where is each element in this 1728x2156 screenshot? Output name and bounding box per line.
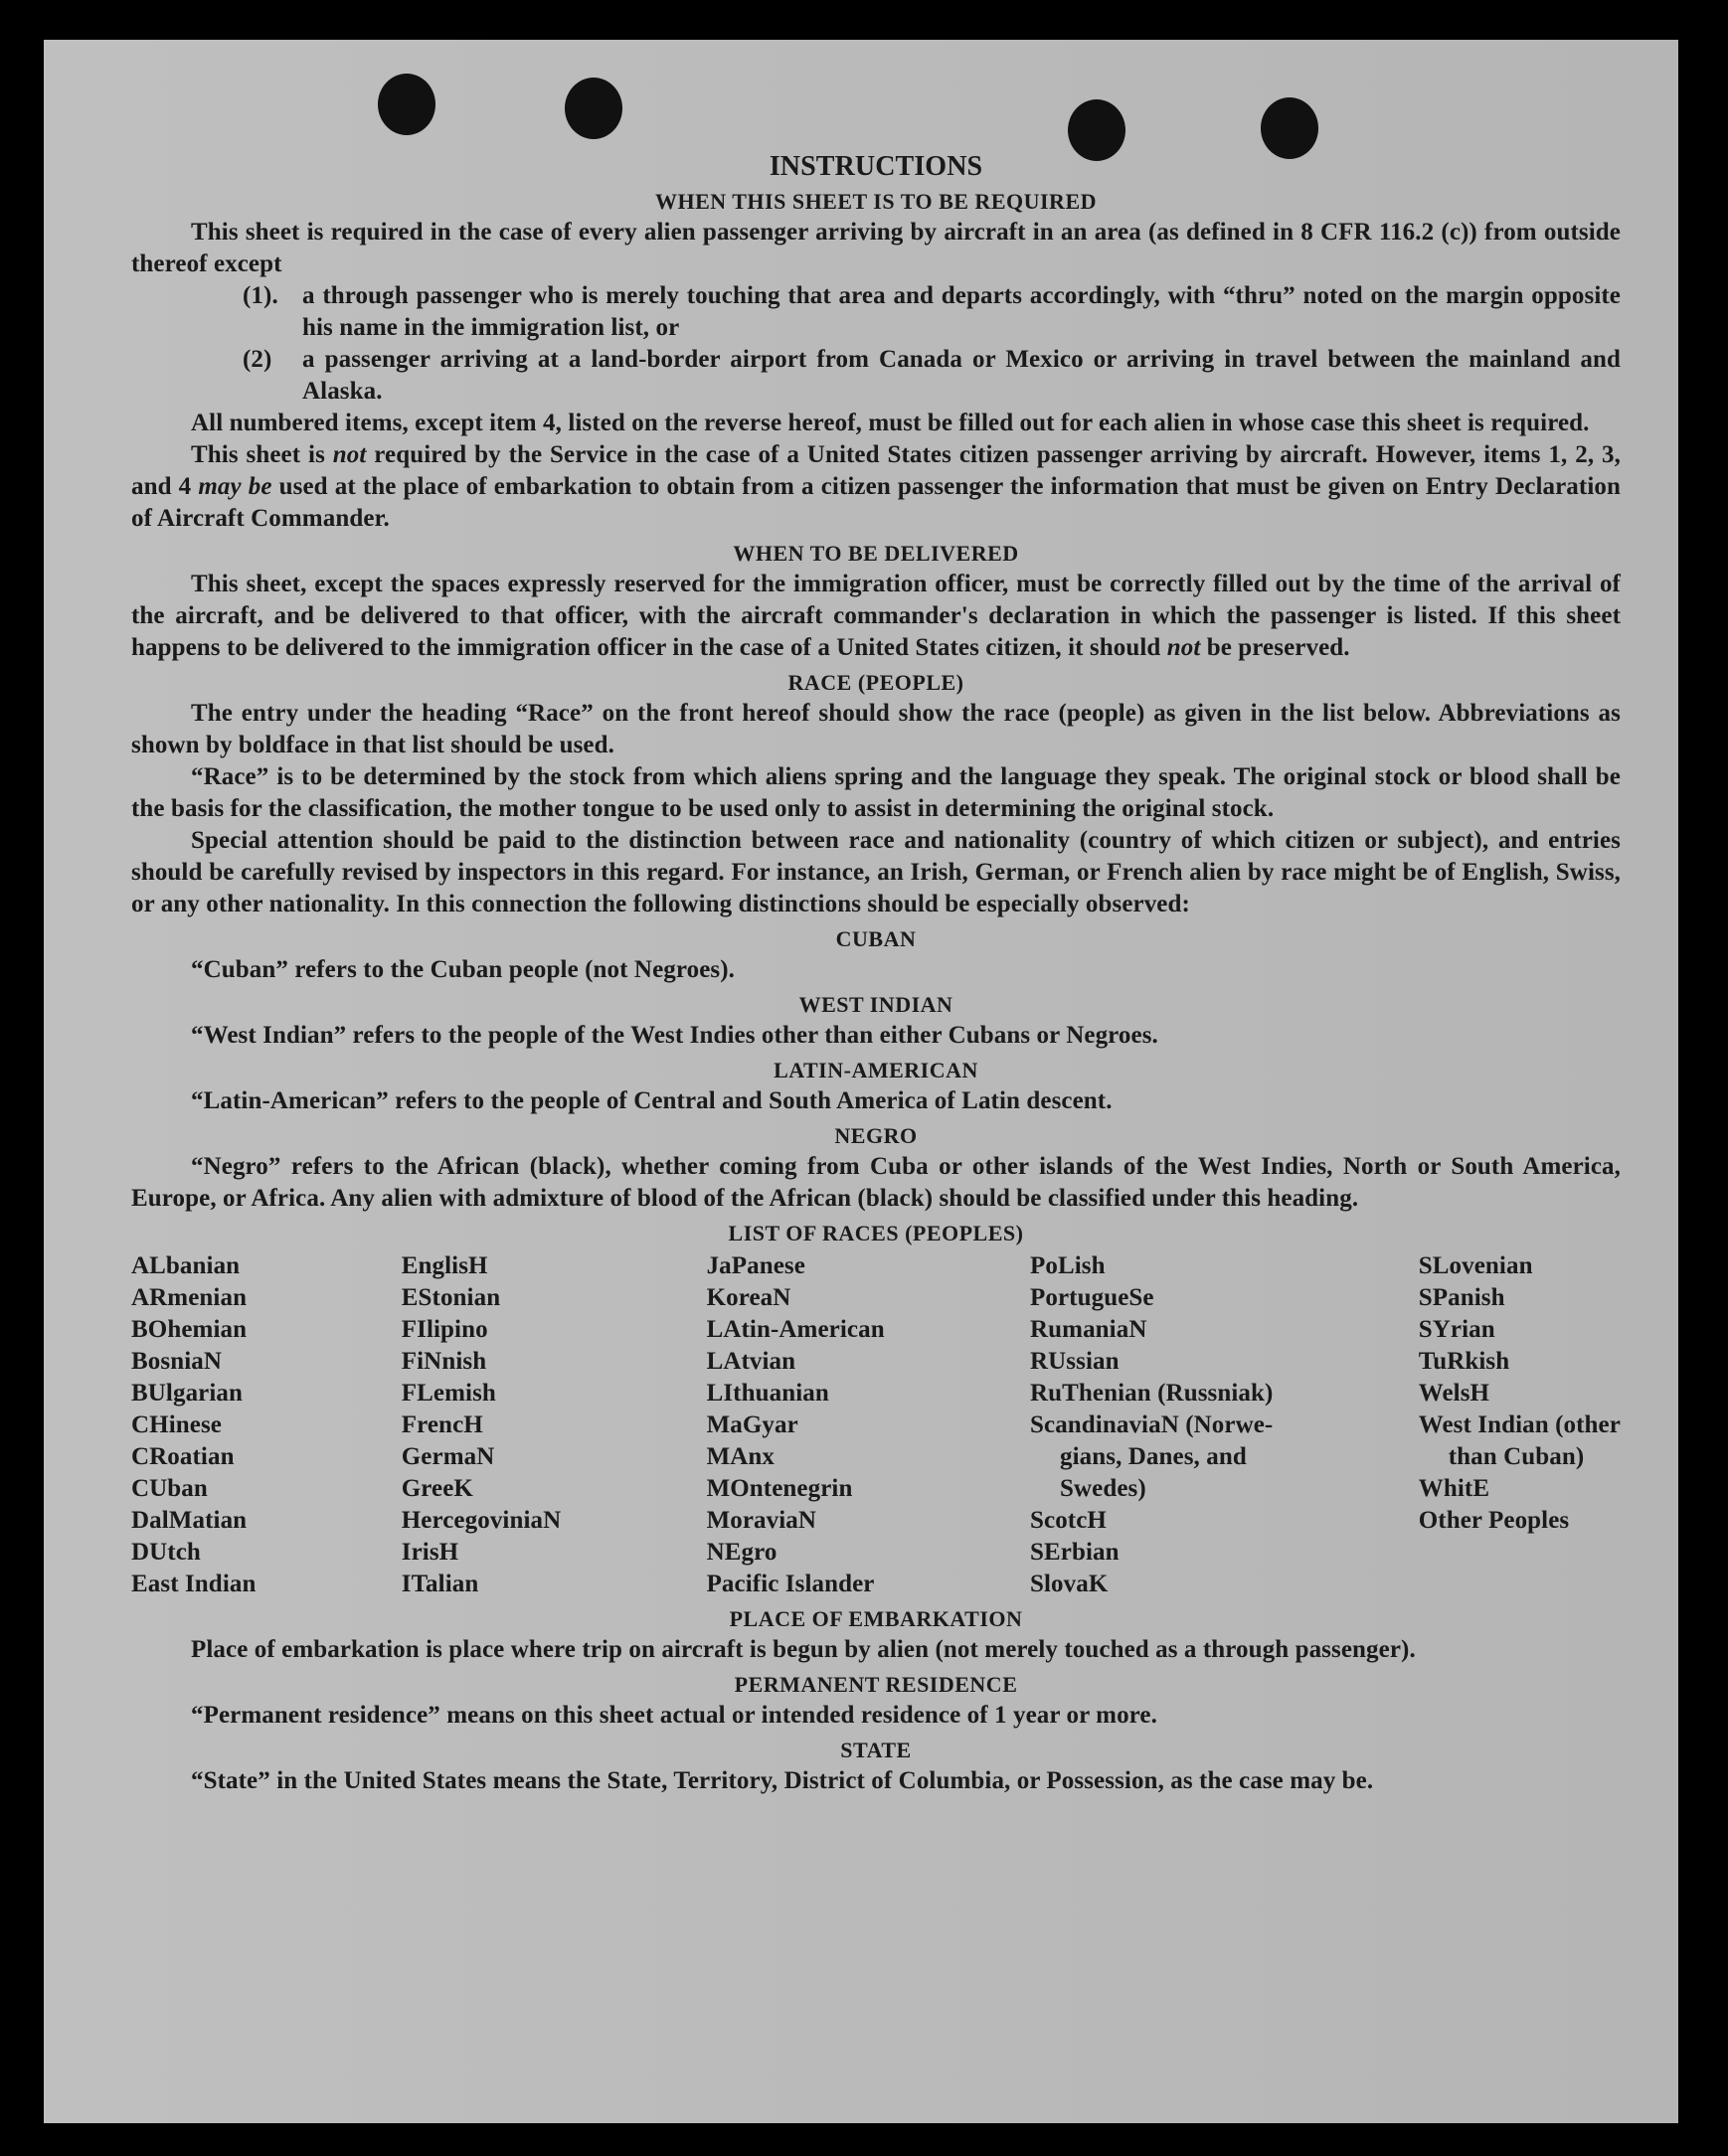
- item-number: (1).: [243, 282, 278, 309]
- race-entry: ALbanian: [131, 1252, 241, 1279]
- section-heading: WHEN THIS SHEET IS TO BE REQUIRED: [654, 189, 1098, 214]
- race-column: [402, 1250, 562, 1600]
- race-entry: WelsH: [1418, 1380, 1490, 1407]
- section-heading: RACE (PEOPLE): [787, 670, 964, 695]
- race-entry: MOntenegrin: [706, 1475, 853, 1502]
- race-entry: RUssian: [1030, 1348, 1120, 1375]
- paragraph: “Permanent residence” means on this sheet actual or intended residence of 1 year or more.: [191, 1702, 1157, 1729]
- race-entry: SLovenian: [1418, 1252, 1533, 1279]
- instructions-body: [131, 151, 1621, 1797]
- section-heading: NEGRO: [834, 1123, 918, 1148]
- race-entry: DalMatian: [131, 1507, 248, 1534]
- document-sheet: [44, 40, 1678, 2123]
- race-entry: EStonian: [401, 1284, 501, 1311]
- race-entry: RumaniaN: [1030, 1316, 1147, 1343]
- race-entry: than Cuban): [1448, 1443, 1585, 1470]
- race-entry: CUban: [131, 1475, 208, 1502]
- race-entry: RuThenian (Russniak): [1030, 1380, 1274, 1407]
- section-heading: WEST INDIAN: [798, 992, 953, 1017]
- item-text: a passenger arriving at a land-border airport from Canada or Mexico or arriving in travel between the mainland and Alaska.: [302, 346, 1621, 405]
- race-entry: FiNnish: [401, 1348, 487, 1375]
- race-entry: gians, Danes, and: [1060, 1443, 1247, 1470]
- paragraph: “Race” is to be determined by the stock from which aliens spring and the language they speak. The original stock or blood shall be the basis for the classification, the mother tongue to be used only to assist in determining the original stock.: [131, 763, 1621, 822]
- race-entry: BOhemian: [131, 1316, 248, 1343]
- section-heading: CUBAN: [835, 926, 917, 951]
- race-entry: LIthuanian: [706, 1380, 829, 1407]
- punch-hole: [1261, 97, 1318, 159]
- paragraph: All numbered items, except item 4, listed on the reverse hereof, must be filled out for each alien in whose case this sheet is required.: [191, 410, 1590, 436]
- race-entry: SlovaK: [1030, 1571, 1109, 1597]
- paragraph: This sheet, except the spaces expressly reserved for the immigration officer, must be correctly filled out by the time of the arrival of the aircraft, and be delivered to that officer, with the aircraft commander's declaration in which the passenger is listed. If this sheet happens to be delivered to the immigration officer in the case of a United States citizen, it should not be preserved.: [131, 571, 1621, 661]
- race-entry: ARmenian: [131, 1284, 248, 1311]
- section-heading: LIST OF RACES (PEOPLES): [728, 1221, 1024, 1245]
- race-entry: LAtin-American: [706, 1316, 885, 1343]
- section-heading: STATE: [840, 1738, 912, 1762]
- race-column: [707, 1250, 885, 1600]
- race-entry: FrencH: [401, 1411, 483, 1438]
- race-column: [1419, 1250, 1621, 1600]
- punch-hole: [565, 78, 622, 139]
- race-entry: IrisH: [401, 1539, 459, 1566]
- race-entry: WhitE: [1418, 1475, 1490, 1502]
- race-entry: CHinese: [131, 1411, 222, 1438]
- race-entry: SPanish: [1418, 1284, 1505, 1311]
- race-entry: MaGyar: [706, 1411, 798, 1438]
- race-entry: East Indian: [131, 1571, 257, 1597]
- paragraph: This sheet is not required by the Service in the case of a United States citizen passenger arriving by aircraft. However, items 1, 2, 3, and 4 may be used at the place of embarkation to obtain from a citizen passenger the information that must be given on Entry Declaration of Aircraft Commander.: [131, 441, 1621, 532]
- race-entry: KoreaN: [706, 1284, 791, 1311]
- race-entry: MAnx: [706, 1443, 776, 1470]
- paragraph: “Latin-American” refers to the people of Central and South America of Latin descent.: [191, 1087, 1113, 1114]
- race-entry: ITalian: [401, 1571, 479, 1597]
- punch-hole: [378, 74, 435, 135]
- race-entry: FLemish: [401, 1380, 496, 1407]
- race-entry: BosniaN: [131, 1348, 223, 1375]
- item-number: (2): [243, 346, 272, 373]
- paragraph: “State” in the United States means the State, Territory, District of Columbia, or Possession, as the case may be.: [191, 1767, 1374, 1794]
- section-heading: PLACE OF EMBARKATION: [729, 1606, 1023, 1631]
- race-entry: NEgro: [706, 1539, 778, 1566]
- race-entry: Swedes): [1060, 1475, 1146, 1502]
- section-heading: WHEN TO BE DELIVERED: [733, 541, 1019, 566]
- paragraph: “Negro” refers to the African (black), whether coming from Cuba or other islands of the West Indies, North or South America, Europe, or Africa. Any alien with admixture of blood of the African (black) should be classified under this heading.: [131, 1153, 1621, 1212]
- race-entry: Pacific Islander: [706, 1571, 875, 1597]
- race-entry: Other Peoples: [1418, 1507, 1570, 1534]
- race-entry: PoLish: [1030, 1252, 1106, 1279]
- race-column: [131, 1250, 256, 1600]
- race-entry: DUtch: [131, 1539, 201, 1566]
- race-entry: ScandinaviaN (Norwe-: [1030, 1411, 1274, 1438]
- paragraph: “Cuban” refers to the Cuban people (not Negroes).: [191, 956, 736, 983]
- race-entry: CRoatian: [131, 1443, 235, 1470]
- race-entry: JaPanese: [706, 1252, 805, 1279]
- race-entry: GreeK: [401, 1475, 473, 1502]
- item-text: a through passenger who is merely touching that area and departs accordingly, with “thru” noted on the margin opposite his name in the immigration list, or: [302, 282, 1621, 341]
- paragraph: This sheet is required in the case of every alien passenger arriving by aircraft in an area (as defined in 8 CFR 116.2 (c)) from outside thereof except: [131, 219, 1621, 277]
- race-entry: BUlgarian: [131, 1380, 244, 1407]
- race-entry: FIlipino: [401, 1316, 488, 1343]
- page-title: INSTRUCTIONS: [769, 151, 983, 182]
- race-entry: GermaN: [401, 1443, 495, 1470]
- section-heading: PERMANENT RESIDENCE: [734, 1672, 1018, 1697]
- race-entry: MoraviaN: [706, 1507, 817, 1534]
- race-entry: TuRkish: [1418, 1348, 1510, 1375]
- paragraph: “West Indian” refers to the people of the West Indies other than either Cubans or Negroes.: [191, 1022, 1158, 1049]
- race-entry: LAtvian: [706, 1348, 796, 1375]
- exception-item: [243, 280, 1621, 344]
- race-entry: West Indian (other: [1418, 1411, 1621, 1438]
- race-entry: PortugueSe: [1030, 1284, 1154, 1311]
- paragraph: Place of embarkation is place where trip on aircraft is begun by alien (not merely touched as a through passenger).: [191, 1636, 1416, 1663]
- race-entry: SYrian: [1418, 1316, 1495, 1343]
- race-column: [1030, 1250, 1273, 1600]
- paragraph: Special attention should be paid to the distinction between race and nationality (country of which citizen or subject), and entries should be carefully revised by inspectors in this regard. For instance, an Irish, German, or French alien by race might be of English, Swiss, or any other nationality. In this connection the following distinctions should be especially observed:: [131, 827, 1621, 917]
- paragraph: The entry under the heading “Race” on the front hereof should show the race (people) as given in the list below. Abbreviations as shown by boldface in that list should be used.: [131, 700, 1621, 758]
- exception-item: [243, 344, 1621, 408]
- race-entry: SErbian: [1030, 1539, 1120, 1566]
- race-entry: HercegoviniaN: [401, 1507, 562, 1534]
- race-entry: EnglisH: [401, 1252, 488, 1279]
- race-entry: ScotcH: [1030, 1507, 1107, 1534]
- race-list: [131, 1250, 1621, 1600]
- section-heading: LATIN-AMERICAN: [774, 1058, 978, 1082]
